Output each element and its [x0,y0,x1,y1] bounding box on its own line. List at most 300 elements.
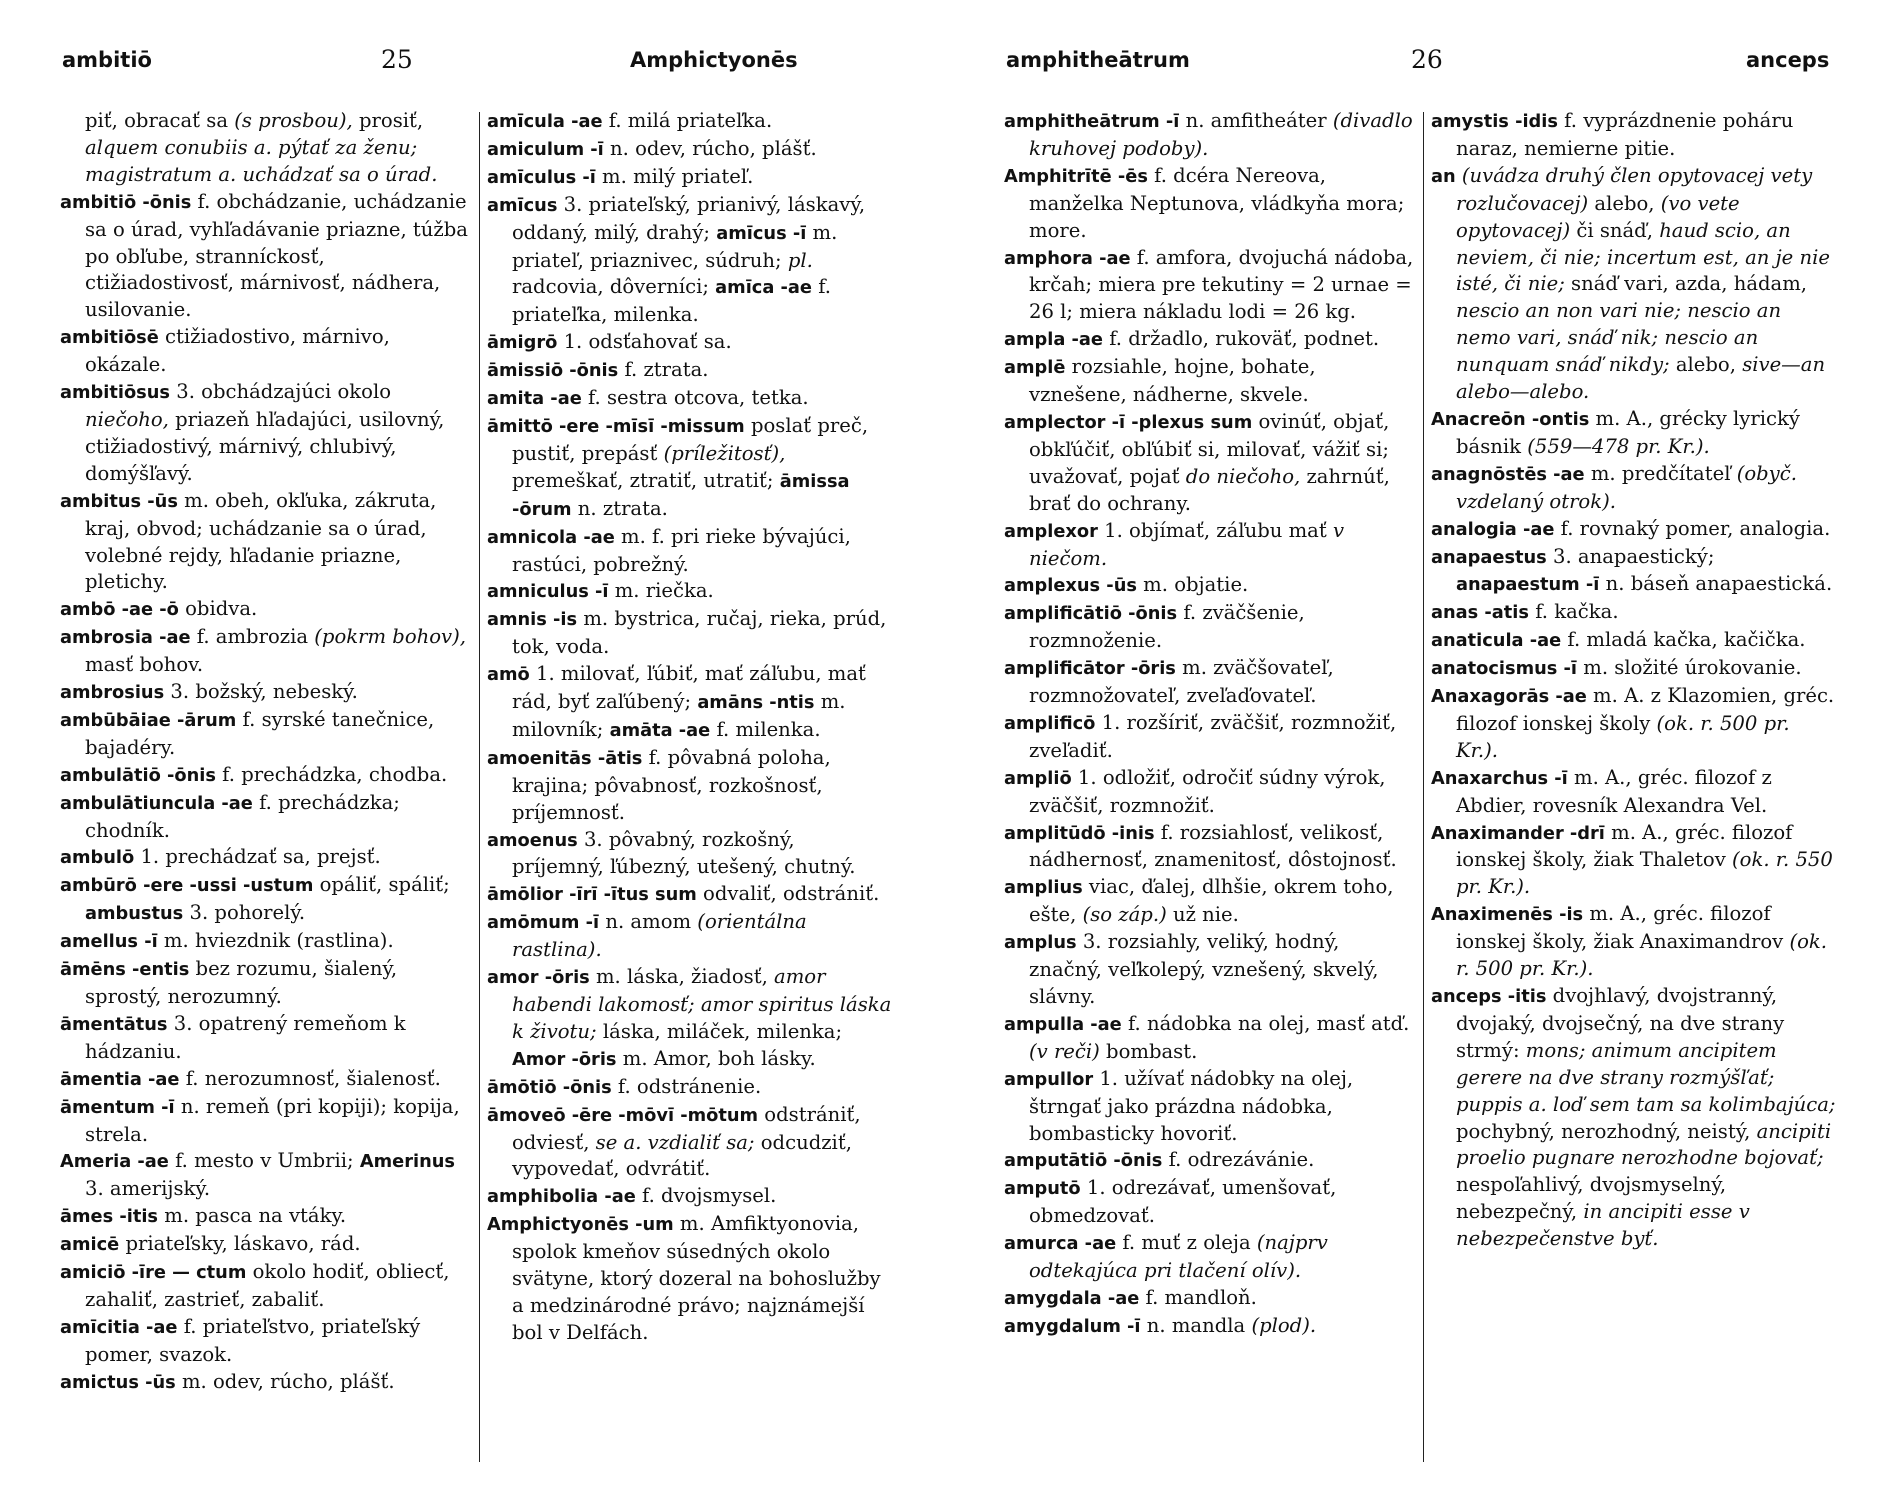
dictionary-entry [487,1211,892,1347]
definition-text: m. zväčšovateľ, rozmnožovateľ, zveľaďovateľ. [1029,656,1334,708]
italic-gloss: amor habendi lakomosť; amor spiritus láska k životu; [512,965,892,1043]
dictionary-entry [1004,1066,1416,1148]
definition-text: ovinúť, objať, obkľúčiť, obľúbiť si, milovať, vážiť si; uvažovať, pojať [1029,409,1390,488]
headword: anaticula -ae [1431,630,1562,652]
italic-gloss: (príležitosť), [663,441,786,465]
guide-word-left: amphitheātrum [1006,48,1190,72]
headword: āmentum -ī [60,1096,175,1118]
headword: āmōlior -īrī -ītus sum [487,884,697,906]
headword: amurca -ae [1004,1233,1117,1255]
definition-text: m. A., gréc. filozof ionskej školy, žiak Anaximandrov [1456,902,1790,954]
definition-text: dvojhlavý, dvojstranný, dvojaký, dvojsečný, na dve strany strmý: [1456,984,1785,1062]
headword: Anaximander -drī [1431,822,1605,844]
definition-text: m. A., gréc. filozof z Abdier, rovesník Alexandra Vel. [1456,765,1772,817]
dictionary-entry [1431,516,1836,544]
definition-text: priazeň hľadajúci, usilovný, ctižiadostivý, márnivý, chlubivý, domýšľavý. [85,407,445,485]
definition-text: 3. obchádzajúci okolo [170,380,392,404]
headword: ambustus [85,903,184,925]
dictionary-entry [487,881,892,909]
dictionary-entry [487,329,892,357]
definition-text: 1. odrezávať, umenšovať, obmedzovať. [1029,1176,1337,1228]
dictionary-entry [1004,820,1416,875]
dictionary-entry [60,1259,470,1314]
dictionary-entry [1004,518,1416,573]
italic-gloss: (ok. r. 500 pr. Kr.). [1456,711,1790,762]
dictionary-entry [60,707,470,762]
definition-text: m. A., gréc. filozof ionskej školy, žiak Thaletov [1456,820,1793,872]
definition-text: ctižiadostivo, márnivo, okázale. [85,325,390,377]
italic-gloss: (s prosbou), [234,109,353,132]
dictionary-entry [1004,929,1416,1011]
definition-text: f. mesto v Umbrii; [168,1149,360,1173]
definition-text: f. priateľka, milenka. [512,275,831,327]
definition-text: m. f. pri rieke bývajúci, rastúci, pobrežný. [512,524,851,576]
guide-word-right: Amphictyonēs [630,48,798,72]
dictionary-entry [487,578,892,606]
italic-gloss: mons; animum ancipitem gerere na dve strany rozmýšľať; puppis a. loď sem tam sa kolimbajúca; [1456,1038,1836,1116]
dictionary-entry [1004,326,1416,354]
definition-text: m. Amor, boh lásky. [616,1046,816,1070]
headword: amygdala -ae [1004,1287,1140,1309]
headword: amicē [60,1234,120,1256]
definition-text: n. remeň (pri kopiji); kopija, strela. [85,1094,460,1146]
definition-text: f. priateľstvo, priateľský pomer, svazok. [85,1314,421,1366]
headword: amōmum -ī [487,912,600,934]
italic-gloss: sive—an alebo—alebo. [1456,353,1826,404]
dictionary-entry [1004,655,1416,710]
definition-text: f. držadlo, rukoväť, podnet. [1102,327,1380,351]
dictionary-entry [1004,354,1416,409]
definition-text: 3. anapaestický; [1546,544,1715,568]
headword: āmoveō -ēre -mōvī -mōtum [487,1104,759,1126]
definition-text: alebo, [1669,353,1743,377]
italic-gloss: v niečom. [1029,518,1345,570]
definition-text: už nie. [1166,903,1239,927]
dictionary-entry [1004,874,1416,929]
definition-text: alebo, [1588,191,1661,215]
definition-text: n. mandla [1140,1313,1252,1337]
headword: anagnōstēs -ae [1431,463,1585,485]
definition-text: 3. pôvabný, rozkošný, príjemný, ľúbezný, utešený, chutný. [512,827,856,879]
italic-gloss: haud scio, an neviem, či nie; incertum est, an je nie isté, či nie; [1456,218,1830,296]
headword: ampulla -ae [1004,1013,1122,1035]
definition-text: f. sestra otcova, tetka. [581,386,809,410]
headword: Amphictyonēs -um [487,1214,674,1236]
headword: amniculus -ī [487,581,609,603]
definition-text: f. milenka. [710,717,821,741]
headword: ambitiōsus [60,382,170,404]
definition-text: f. odstránenie. [611,1074,762,1098]
headword: amellus -ī [60,931,158,953]
headword: amygdalum -ī [1004,1315,1141,1337]
headword: āmentia -ae [60,1068,180,1090]
dictionary-entry [487,524,892,579]
dictionary-entry [1004,710,1416,765]
headword: amplificātor -ōris [1004,658,1176,680]
dictionary-entry [487,827,892,882]
definition-text: n. odev, rúcho, plášť. [603,136,817,160]
italic-gloss: (orientálna rastlina). [512,910,807,962]
headword: amoenus [487,829,578,851]
headword: anatocismus -ī [1431,658,1578,680]
definition-text: 3. amerijský. [85,1177,211,1201]
dictionary-entry [60,1011,470,1066]
right-page [944,0,1888,1500]
italic-gloss: se a. vzdialiť sa; [595,1130,755,1154]
definition-text: m. objatie. [1136,573,1249,597]
headword: amplector -ī -plexus sum [1004,411,1253,433]
guide-word-right: anceps [1746,48,1830,72]
headword: āmentātus [60,1013,168,1035]
definition-text: bez rozumu, šialený, sprostý, nerozumný. [85,957,398,1008]
headword: Anaxagorās -ae [1431,686,1587,708]
dictionary-entry [1431,627,1836,655]
headword: āmōtiō -ōnis [487,1076,612,1098]
headword: amphibolia -ae [487,1186,636,1208]
dictionary-entry [60,956,470,1011]
headword: amīcus -ī [716,222,807,244]
definition-text: 3. božský, nebeský. [164,680,358,704]
dictionary-entry [487,964,892,1074]
headword: amplexus -ūs [1004,575,1137,597]
headword: ambulō [60,847,135,869]
definition-text: 1. prechádzať sa, prejsť. [134,845,381,869]
guide-word-left: ambitiō [62,48,152,72]
headword: āmittō -ere -mīsī -missum [487,415,745,437]
definition-text: f. odrezávánie. [1162,1148,1315,1172]
definition-text: f. muť z oleja [1116,1231,1257,1255]
headword: ambitiō -ōnis [60,191,192,213]
definition-text: 3. pohorelý. [183,901,306,925]
italic-gloss: (ok. r. 550 pr. Kr.). [1456,848,1833,899]
dictionary-entry [1004,1147,1416,1175]
headword: amphitheātrum -ī [1004,111,1180,132]
dictionary-entry [60,1094,470,1149]
headword: Anacreōn -ontis [1431,408,1590,430]
column-2 [1431,108,1836,1468]
definition-text: n. amom [599,910,698,934]
page-number-left: 25 [381,45,413,74]
definition-text: m. predčítateľ [1584,461,1737,485]
definition-text: f. dcéra Nereova, manželka Neptunova, vládkyňa mora; more. [1029,163,1405,242]
italic-gloss: in ancipiti esse v nebezpečenstve byť. [1456,1200,1750,1251]
headword: ambūrō -ere -ussi -ustum [60,875,314,897]
headword: Amor -ōris [512,1048,617,1070]
dictionary-entry [1004,409,1416,518]
definition-text: snáď vari, azda, hádam, [1564,272,1808,296]
dictionary-entry [60,762,470,790]
definition-text: rozsiahle, hojne, bohate, vznešene, nádherne, skvele. [1029,355,1316,407]
headword: Anaximenēs -is [1431,904,1584,926]
italic-gloss: (ok. r. 500 pr. Kr.). [1456,930,1827,981]
column-2 [487,108,892,1468]
dictionary-entry [1004,108,1416,163]
definition-text: n. amfitheáter [1179,109,1333,132]
dictionary-entry [1004,1175,1416,1230]
italic-gloss: (vo vete opytovacej) [1456,191,1740,242]
headword: anapaestus [1431,546,1547,568]
dictionary-entry [60,379,470,488]
italic-gloss: nescio an non vari nie; nescio an nemo vari, snáď nik; nescio an nunquam snáď nikdy; [1456,299,1782,377]
definition-text: 3. opatrený remeňom k hádzaniu. [85,1011,406,1063]
headword: ambrosia -ae [60,627,191,649]
headword: amīcitia -ae [60,1316,178,1338]
definition-text: m. láska, žiadosť, [589,965,775,989]
definition-text: viac, ďalej, dlhšie, okrem toho, ešte, [1029,875,1394,927]
dictionary-entry [1004,1313,1416,1341]
definition-text: f. dvojsmysel. [635,1184,777,1208]
definition-text: n. báseň anapaestická. [1599,572,1833,596]
definition-text: piť, obracať sa [85,109,235,132]
page-number-right: 26 [1411,45,1443,74]
definition-text: f. amfora, dvojuchá nádoba, krčah; miera pre tekutiny = 2 urnae = 26 l; miera nákladu lodi = 26 kg. [1029,245,1414,324]
dictionary-entry [60,624,470,679]
dictionary-entry [487,192,892,330]
column-1 [60,108,470,1468]
dictionary-entry [60,1314,470,1369]
dictionary-entry [1004,245,1416,327]
dictionary-entry [1431,406,1836,461]
headword: amplius [1004,877,1083,899]
definition-text: odstrániť, odviesť, [512,1102,861,1154]
dictionary-entry [1431,108,1836,163]
definition-text: n. ztrata. [571,496,668,520]
italic-gloss: pl. [787,248,813,272]
definition-text: m. odev, rúcho, plášť. [175,1369,395,1393]
dictionary-entry [487,745,892,827]
headword: ampliō [1004,767,1072,789]
headword: amō [487,664,530,686]
headword: āmēns -entis [60,959,190,981]
italic-gloss: (najprv odtekajúca pri tlačení olív). [1029,1231,1328,1283]
column-divider [1423,112,1424,1462]
definition-text: m. milovník; [512,690,846,741]
headword: amplitūdō -inis [1004,822,1155,844]
dictionary-entry [60,1148,470,1203]
entry-continuation [60,108,470,189]
definition-text: bombast. [1099,1039,1198,1063]
italic-gloss: (559—478 pr. Kr.). [1527,434,1710,458]
definition-text: prosiť, [352,109,424,132]
headword: ampla -ae [1004,329,1103,351]
italic-gloss: (uvádza druhý člen opytovacej vety rozlučovacej) [1456,163,1813,215]
dictionary-entry [1431,599,1836,627]
definition-text: odvaliť, odstrániť. [696,882,880,906]
headword: amāta -ae [609,719,711,741]
headword: an [1431,165,1456,187]
headword: anceps -itis [1431,986,1547,1007]
italic-gloss: (pokrm bohov), [314,625,466,649]
definition-text: m. hviezdnik (rastlina). [157,929,394,953]
headword: āmissiō -ōnis [487,360,619,382]
headword: amnicola -ae [487,526,615,548]
italic-gloss: (plod). [1251,1313,1317,1337]
headword: amīcus [487,194,558,216]
dictionary-entry [1431,683,1836,765]
dictionary-entry [487,385,892,413]
definition-text: nespoľahlivý, dvojsmyselný, nebezpečný, [1456,1173,1727,1224]
headword: amplus [1004,932,1077,954]
definition-text: m. složité úrokovanie. [1577,656,1802,680]
definition-text: f. prechádzka; chodník. [85,790,400,842]
definition-text: f. mladá kačka, kačička. [1561,628,1806,652]
headword: ambulātiō -ōnis [60,764,216,786]
dictionary-entry [487,661,892,745]
definition-text: m. A. z Klazomien, gréc. filozof ionskej školy [1456,684,1835,735]
headword: amnis -is [487,609,578,631]
dictionary-entry [487,1102,892,1184]
dictionary-entry [487,413,892,524]
headword: ambitus -ūs [60,490,178,512]
dictionary-entry [60,488,470,597]
definition-text: f. vyprázdnenie poháru naraz, nemierne pitie. [1456,109,1794,160]
headword: anas -atis [1431,602,1529,624]
dictionary-entry [60,189,470,325]
headword: Amerinus [359,1151,455,1173]
definition-text: f. milá priateľka. [602,109,773,132]
definition-text: m. Amfiktyonovia, spolok kmeňov súsedných okolo svätyne, ktorý dozeral na bohoslužby a medzinárodné právo; najznámejší bol v Delfách. [512,1212,881,1344]
definition-text: f. rozsiahlosť, velikosť, nádhernosť, znamenitosť, dôstojnosť. [1029,820,1397,872]
definition-text: f. nerozumnosť, šialenosť. [179,1066,441,1090]
definition-text: m. bystrica, ručaj, rieka, prúd, tok, voda. [512,607,887,659]
definition-text: f. mandloň. [1139,1285,1257,1309]
dictionary-entry [1431,983,1836,1253]
column-1 [1004,108,1416,1468]
definition-text: 1. milovať, ľúbiť, mať záľubu, mať rád, byť zaľúbený; [512,662,866,714]
headword: analogia -ae [1431,518,1555,540]
headword: amāns -ntis [697,692,815,714]
headword: ambitiōsē [60,327,159,349]
headword: ampullor [1004,1068,1094,1090]
dictionary-entry [487,357,892,385]
definition-text: 1. rozšíriť, zväčšiť, rozmnožiť, zveľadiť. [1029,710,1397,762]
dictionary-entry [60,1231,470,1259]
definition-text: opáliť, spáliť; [313,873,450,897]
italic-gloss: (divadlo kruhovej podoby). [1029,109,1413,160]
dictionary-entry [60,324,470,379]
dictionary-entry [487,606,892,661]
headword: amputō [1004,1178,1081,1200]
definition-text: m. priateľ, priaznivec, súdruh; [512,220,838,272]
headword: amplē [1004,357,1066,379]
definition-text: radcovia, dôverníci; [512,275,716,299]
dictionary-entry [487,1183,892,1211]
definition-text: m. riečka. [608,579,714,603]
italic-gloss: ancipiti proelio pugnare nerozhodne bojovať; [1456,1119,1832,1170]
dictionary-entry [1431,820,1836,902]
definition-text: priateľsky, láskavo, rád. [119,1232,361,1256]
definition-text: f. rovnaký pomer, analogia. [1554,516,1831,540]
headword: amplificātiō -ōnis [1004,603,1178,625]
headword: amputātiō -ōnis [1004,1150,1163,1172]
dictionary-entry [60,928,470,956]
dictionary-entry [1004,163,1416,245]
definition-text: okolo hodiť, obliecť, zahaliť, zastrieť, zabaliť. [85,1260,450,1311]
headword: amictus -ūs [60,1371,176,1393]
dictionary-entry [487,1074,892,1102]
dictionary-entry [60,1066,470,1094]
dictionary-entry [60,872,470,928]
headword: amor -ōris [487,967,590,989]
headword: āmigrō [487,332,558,354]
definition-text: poslať preč, pustiť, prepásť [512,413,869,465]
dictionary-entry [487,136,892,164]
headword: Anaxarchus -ī [1431,767,1568,789]
italic-gloss: alquem conubiis a. pýtať za ženu; magistratum a. uchádzať sa o úrad. [85,135,438,186]
headword: ambrosius [60,682,165,704]
headword: amplexor [1004,520,1098,542]
headword: amphora -ae [1004,247,1131,269]
headword: amīca -ae [715,277,812,299]
column-divider [479,112,480,1462]
dictionary-entry [60,679,470,707]
headword: amīcula -ae [487,111,603,132]
headword: āmissa -ōrum [512,470,850,520]
definition-text: f. prechádzka, chodba. [215,762,448,786]
dictionary-entry [1004,572,1416,600]
dictionary-entry [60,1203,470,1231]
headword: amoenitās -ātis [487,747,643,769]
definition-text: 3. rozsiahly, veliký, hodný, značný, veľkolepý, vznešený, skvelý, slávny. [1029,930,1379,1008]
definition-text: m. A., grécky lyrický básnik [1456,406,1800,458]
dictionary-entry [1431,544,1836,600]
dictionary-entry [1004,1230,1416,1285]
headword: amiciō -īre — ctum [60,1262,247,1284]
italic-gloss: (so záp.) [1082,903,1167,927]
definition-text: f. syrské tanečnice, bajadéry. [85,707,435,759]
definition-text: f. zväčšenie, rozmnoženie. [1029,601,1305,653]
dictionary-entry [487,108,892,136]
dictionary-entry [60,1369,470,1397]
definition-text: zahrnúť, brať do ochrany. [1029,464,1390,515]
definition-text: 1. odsťahovať sa. [557,330,732,354]
headword: amiculum -ī [487,138,604,160]
headword: amita -ae [487,388,582,410]
dictionary-entry [1431,901,1836,983]
headword: ambō -ae -ō [60,599,179,621]
definition-text: obidva. [178,597,258,621]
dictionary-entry [1431,655,1836,683]
dictionary-entry [1431,163,1836,406]
dictionary-entry [1004,1285,1416,1313]
headword: anapaestum -ī [1456,574,1600,596]
headword: ambulātiuncula -ae [60,792,253,814]
dictionary-entry [1004,765,1416,820]
headword: Amphitrītē -ēs [1004,165,1148,187]
italic-gloss: (obyč. vzdelaný otrok). [1456,461,1797,513]
dictionary-entry [1431,461,1836,516]
dictionary-entry [60,844,470,872]
headword: Ameria -ae [60,1151,169,1173]
dictionary-entry [60,790,470,845]
italic-gloss: do niečoho, [1185,464,1301,488]
definition-text: 1. objímať, záľubu mať [1097,518,1333,542]
italic-gloss: niečoho, [85,407,169,431]
definition-text: masť bohov. [85,653,204,677]
definition-text: láska, miláček, milenka; [596,1019,843,1043]
dictionary-entry [1004,1011,1416,1066]
definition-text: 1. užívať nádobky na olej, štrngať jako prázdna nádobka, bombasticky hovoriť. [1029,1066,1354,1145]
headword: amīculus -ī [487,166,596,188]
definition-text: či snáď, [1570,218,1660,242]
dictionary-entry [487,164,892,192]
italic-gloss: (v reči) [1029,1039,1100,1063]
dictionary-entry [1431,765,1836,820]
dictionary-entry [1004,600,1416,655]
headword: ambūbāiae -ārum [60,709,237,731]
definition-text: f. obchádzanie, uchádzanie sa o úrad, vyhľadávanie priazne, túžba po obľube, stranníckosť, ctižiadostivosť, márnivosť, nádhera, usilovanie. [85,189,468,322]
definition-text: m. obeh, okľuka, zákruta, kraj, obvod; uchádzanie sa o úrad, volebné rejdy, hľadanie priazne, pletichy. [85,488,437,594]
